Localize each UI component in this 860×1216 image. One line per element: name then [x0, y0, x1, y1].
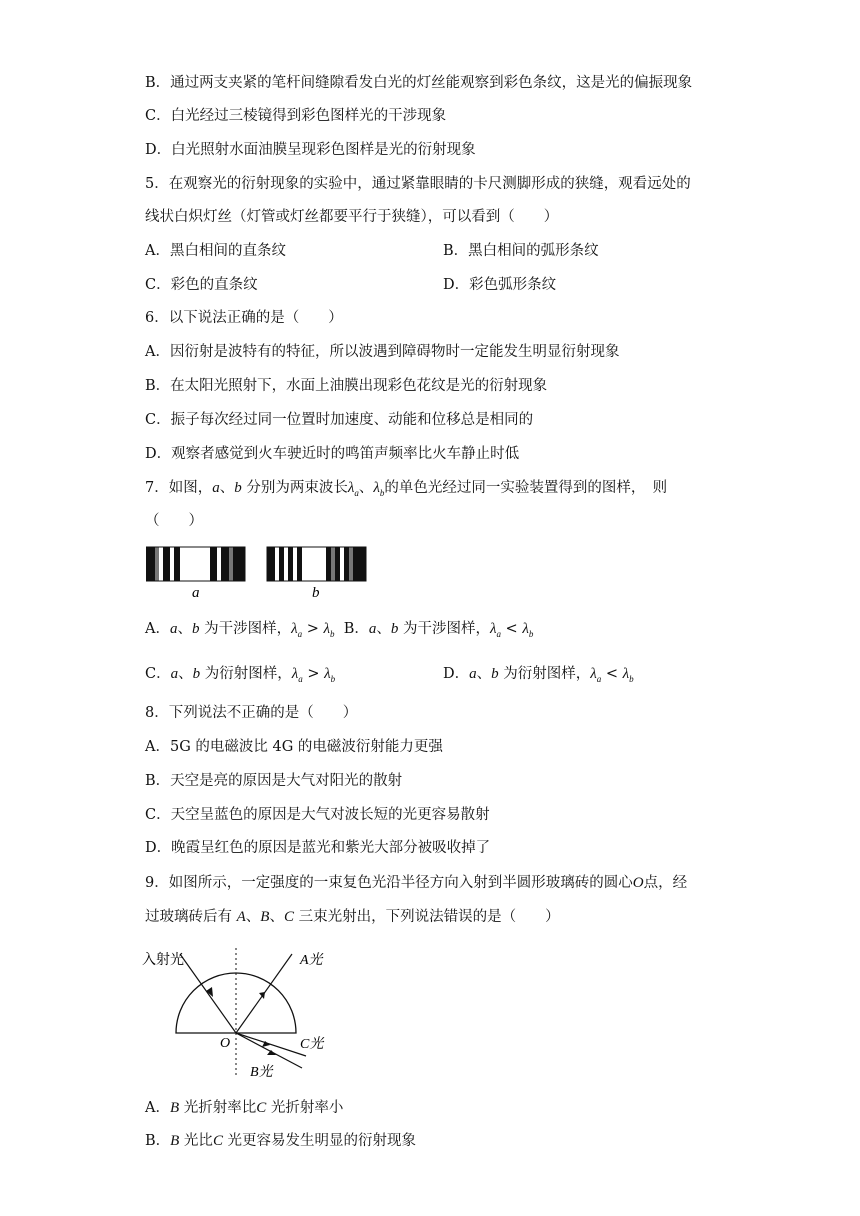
fringe-label-a: a [192, 585, 200, 601]
q8-stem: 8．下列说法不正确的是（ ） [145, 705, 358, 721]
q9-stem-line2: 过玻璃砖后有 A、B、C 三束光射出，下列说法错误的是（ ） [145, 909, 560, 925]
q5-stem-line2: 线状白炽灯丝（灯管或灯丝都要平行于狭缝），可以看到（ ） [145, 209, 559, 225]
label-a-light: A光 [300, 953, 323, 968]
q7-fringe-figure [146, 545, 368, 601]
label-o: O [220, 1036, 231, 1051]
q4-option-c: C．白光经过三棱镜得到彩色图样光的干涉现象 [145, 108, 447, 124]
q8-option-c: C．天空呈蓝色的原因是大气对波长短的光更容易散射 [145, 807, 490, 823]
fringe-label-b: b [312, 585, 320, 601]
q6-option-a: A．因衍射是波特有的特征，所以波遇到障碍物时一定能发生明显衍射现象 [145, 344, 620, 360]
q7-option-d: D．a、b 为衍射图样，$\lambda_a < \lambda_b$ [443, 666, 634, 684]
q8-option-a: A．5G 的电磁波比 4G 的电磁波衍射能力更强 [145, 739, 443, 755]
label-b-light: B光 [250, 1065, 273, 1080]
q5-option-a: A．黑白相间的直条纹 [145, 243, 286, 259]
q5-option-c: C．彩色的直条纹 [145, 277, 258, 293]
ray-b [236, 1033, 302, 1068]
q6-stem: 6．以下说法正确的是（ ） [145, 310, 343, 326]
q9-stem-line1: 9．如图所示，一定强度的一束复色光沿半径方向入射到半圆形玻璃砖的圆心O点，经 [145, 875, 688, 891]
q6-option-b: B．在太阳光照射下，水面上油膜出现彩色花纹是光的衍射现象 [145, 378, 548, 394]
q8-option-d: D．晚霞呈红色的原因是蓝光和紫光大部分被吸收掉了 [145, 840, 491, 856]
incident-ray [180, 954, 236, 1033]
label-c-light: C光 [300, 1037, 324, 1052]
fringe-pattern-a [146, 547, 245, 581]
q7-option-b: B．a、b 为干涉图样，$\lambda_a < \lambda_b$ [343, 621, 534, 639]
q8-option-b: B．天空是亮的原因是大气对阳光的散射 [145, 773, 403, 789]
q6-option-c: C．振子每次经过同一位置时加速度、动能和位移总是相同的 [145, 412, 534, 428]
label-incident: 入射光 [142, 953, 184, 968]
q9-option-b: B．B 光比C 光更容易发生明显的衍射现象 [145, 1133, 417, 1149]
q7-option-c: C．a、b 为衍射图样，$\lambda_a > \lambda_b$ [145, 666, 336, 684]
q5-stem-line1: 5．在观察光的衍射现象的实验中，通过紧靠眼睛的卡尺测脚形成的狭缝，观看远处的 [145, 176, 691, 192]
q7-paren: （ ） [145, 513, 203, 529]
ray-a-arrow [259, 992, 265, 999]
q9-option-a: A．B 光折射率比C 光折射率小 [145, 1100, 344, 1116]
q5-option-b: B．黑白相间的弧形条纹 [443, 243, 599, 259]
q4-option-d: D．白光照射水面油膜呈现彩色图样是光的衍射现象 [145, 142, 476, 158]
q6-option-d: D．观察者感觉到火车驶近时的鸣笛声频率比火车静止时低 [145, 446, 520, 462]
q5-option-d: D．彩色弧形条纹 [443, 277, 557, 293]
q7-option-a: A．a、b 为干涉图样，$\lambda_a > \lambda_b$ [145, 621, 335, 639]
q9-glass-figure [140, 940, 340, 1085]
q5-options-row1 [145, 241, 286, 261]
q7-stem: 7．如图，a、b 分别为两束波长$\lambda_a$、$\lambda_b$的单色光经过同一实验装置得到的图样， 则 [145, 480, 668, 498]
q7-options-row1 [145, 619, 533, 644]
fringe-pattern-b [267, 547, 366, 581]
q4-option-b: B．通过两支夹紧的笔杆间缝隙看发白光的灯丝能观察到彩色条纹，这是光的偏振现象 [145, 75, 693, 91]
